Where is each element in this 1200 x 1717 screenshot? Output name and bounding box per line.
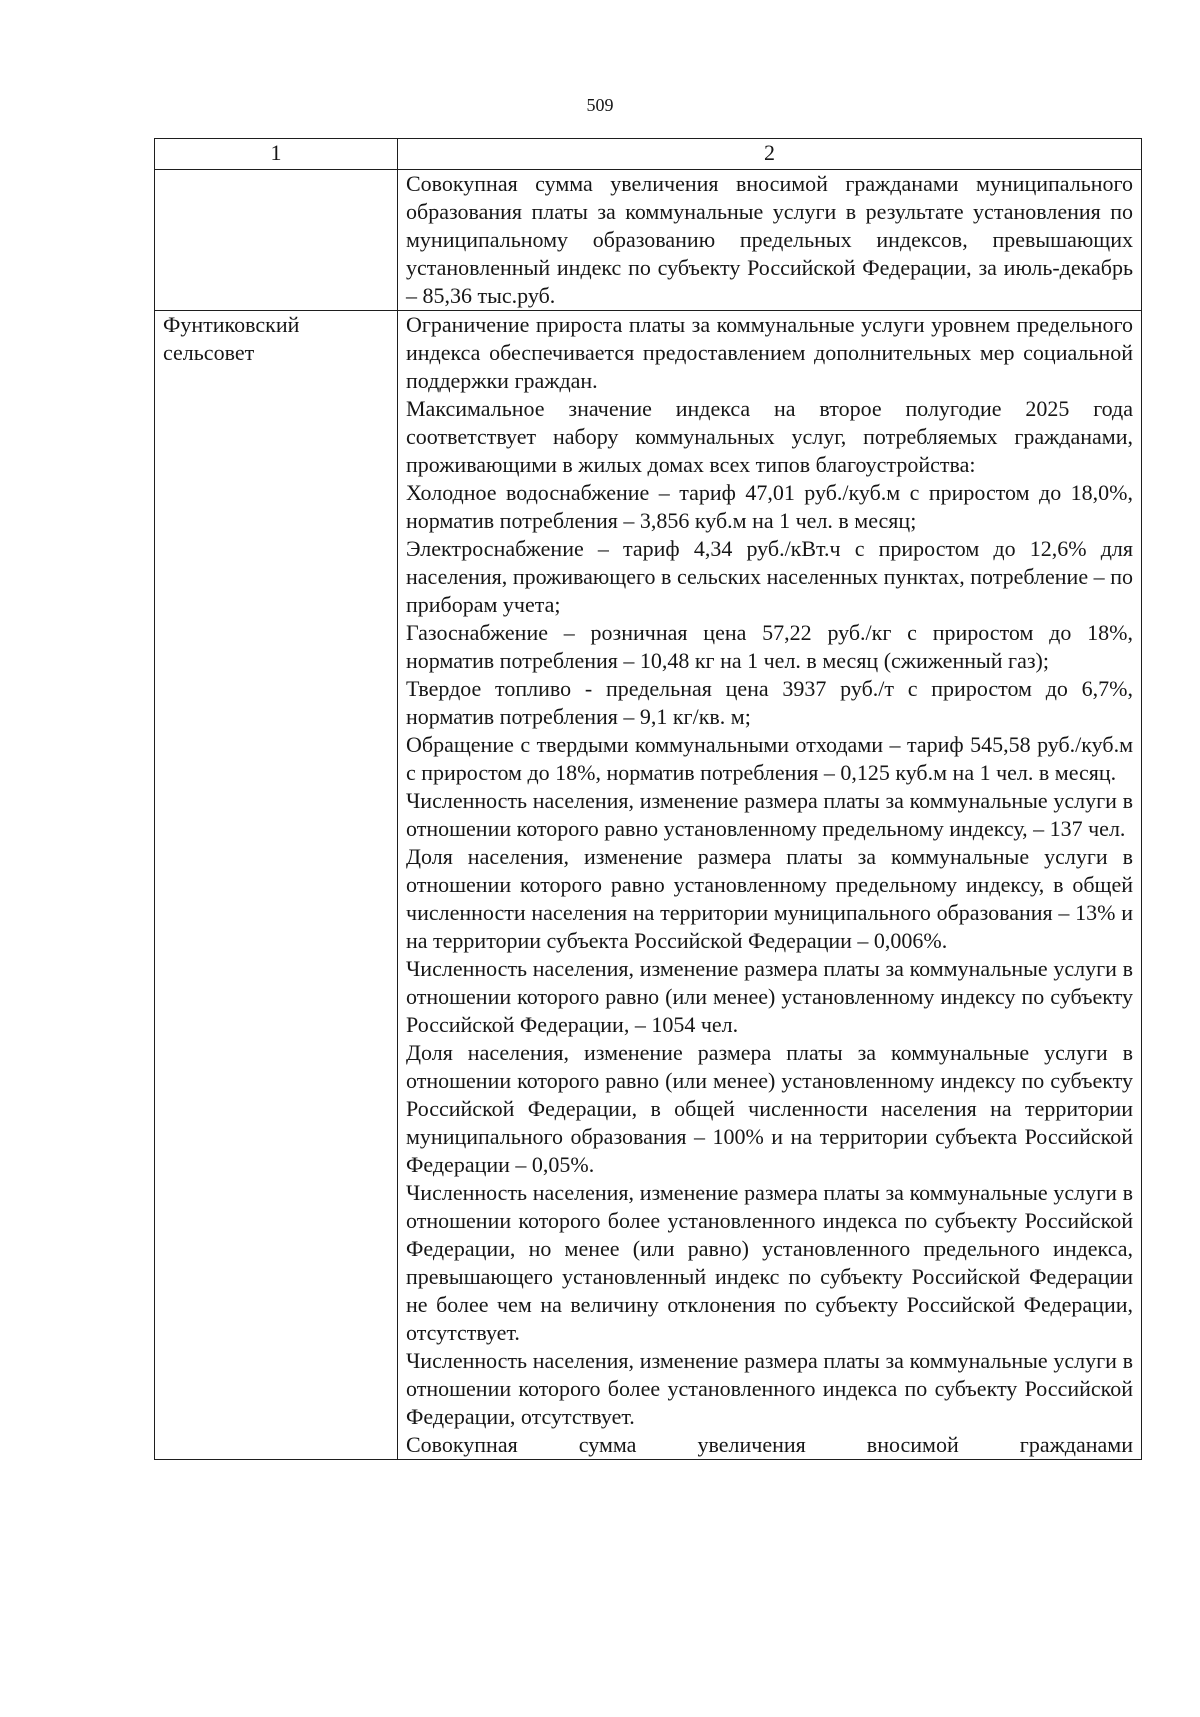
- table-row: [155, 311, 1142, 1460]
- paragraph: Электроснабжение – тариф 4,34 руб./кВт.ч с приростом до 12,6% для населения, проживающего в сельских населенных пунктах, потребление – по приборам учета;: [406, 536, 1133, 617]
- paragraph: Численность населения, изменение размера платы за коммунальные услуги в отношении которого равно установленному предельному индексу, – 137 чел.: [406, 788, 1133, 841]
- header-cell-1: 1: [155, 139, 398, 170]
- header-cell-2: 2: [398, 139, 1142, 170]
- region-cell: [155, 311, 398, 1460]
- paragraph: Доля населения, изменение размера платы за коммунальные услуги в отношении которого равно установленному предельному индексу, в общей численности населения на территории муниципального образования – 13% и на территории субъекта Российской Федерации – 0,006%.: [406, 844, 1133, 953]
- paragraph: Холодное водоснабжение – тариф 47,01 руб./куб.м с приростом до 18,0%, норматив потребления – 3,856 куб.м на 1 чел. в месяц;: [406, 480, 1133, 533]
- paragraph: Ограничение прироста платы за коммунальные услуги уровнем предельного индекса обеспечивается предоставлением дополнительных мер социальной поддержки граждан.: [406, 312, 1133, 393]
- table-row: [155, 170, 1142, 311]
- paragraph: Численность населения, изменение размера платы за коммунальные услуги в отношении которого более установленного индекса по субъекту Российской Федерации, отсутствует.: [406, 1348, 1133, 1429]
- region-name-line: Фунтиковский: [163, 312, 300, 337]
- region-type-line: сельсовет: [163, 340, 255, 365]
- page-number: 509: [586, 95, 614, 115]
- description-cell: [398, 170, 1142, 311]
- region-cell-empty: [155, 170, 398, 311]
- paragraph: Совокупная сумма увеличения вносимой гражданами муниципального образования платы за коммунальные услуги в результате установления по муниципальному образованию предельных индексов, превышающих установленный индекс по субъекту Российской Федерации, за июль-декабрь – 85,36 тыс.руб.: [406, 171, 1133, 308]
- paragraph-continued: Совокупная сумма увеличения вносимой гражданами: [406, 1432, 1133, 1457]
- table-header-row: [155, 139, 1142, 170]
- paragraph: Максимальное значение индекса на второе полугодие 2025 года соответствует набору коммунальных услуг, потребляемых гражданами, проживающими в жилых домах всех типов благоустройства:: [406, 396, 1133, 477]
- description-cell: [398, 311, 1142, 1460]
- data-table: [154, 138, 1142, 1460]
- paragraph: Доля населения, изменение размера платы за коммунальные услуги в отношении которого равно (или менее) установленному индексу по субъекту Российской Федерации, в общей численности населения на территории муниципального образования – 100% и на территории субъекта Российской Федерации – 0,05%.: [406, 1040, 1133, 1177]
- paragraph: Обращение с твердыми коммунальными отходами – тариф 545,58 руб./куб.м с приростом до 18%, норматив потребления – 0,125 куб.м на 1 чел. в месяц.: [406, 732, 1133, 785]
- paragraph: Твердое топливо - предельная цена 3937 руб./т с приростом до 6,7%, норматив потребления – 9,1 кг/кв. м;: [406, 676, 1133, 729]
- paragraph: Численность населения, изменение размера платы за коммунальные услуги в отношении которого более установленного индекса по субъекту Российской Федерации, но менее (или равно) установленного предельного индекса, превышающего установленный индекс по субъекту Российской Федерации не более чем на величину отклонения по субъекту Российской Федерации, отсутствует.: [406, 1180, 1133, 1345]
- paragraph: Численность населения, изменение размера платы за коммунальные услуги в отношении которого равно (или менее) установленному индексу по субъекту Российской Федерации, – 1054 чел.: [406, 956, 1133, 1037]
- paragraph: Газоснабжение – розничная цена 57,22 руб./кг с приростом до 18%, норматив потребления – 10,48 кг на 1 чел. в месяц (сжиженный газ);: [406, 620, 1133, 673]
